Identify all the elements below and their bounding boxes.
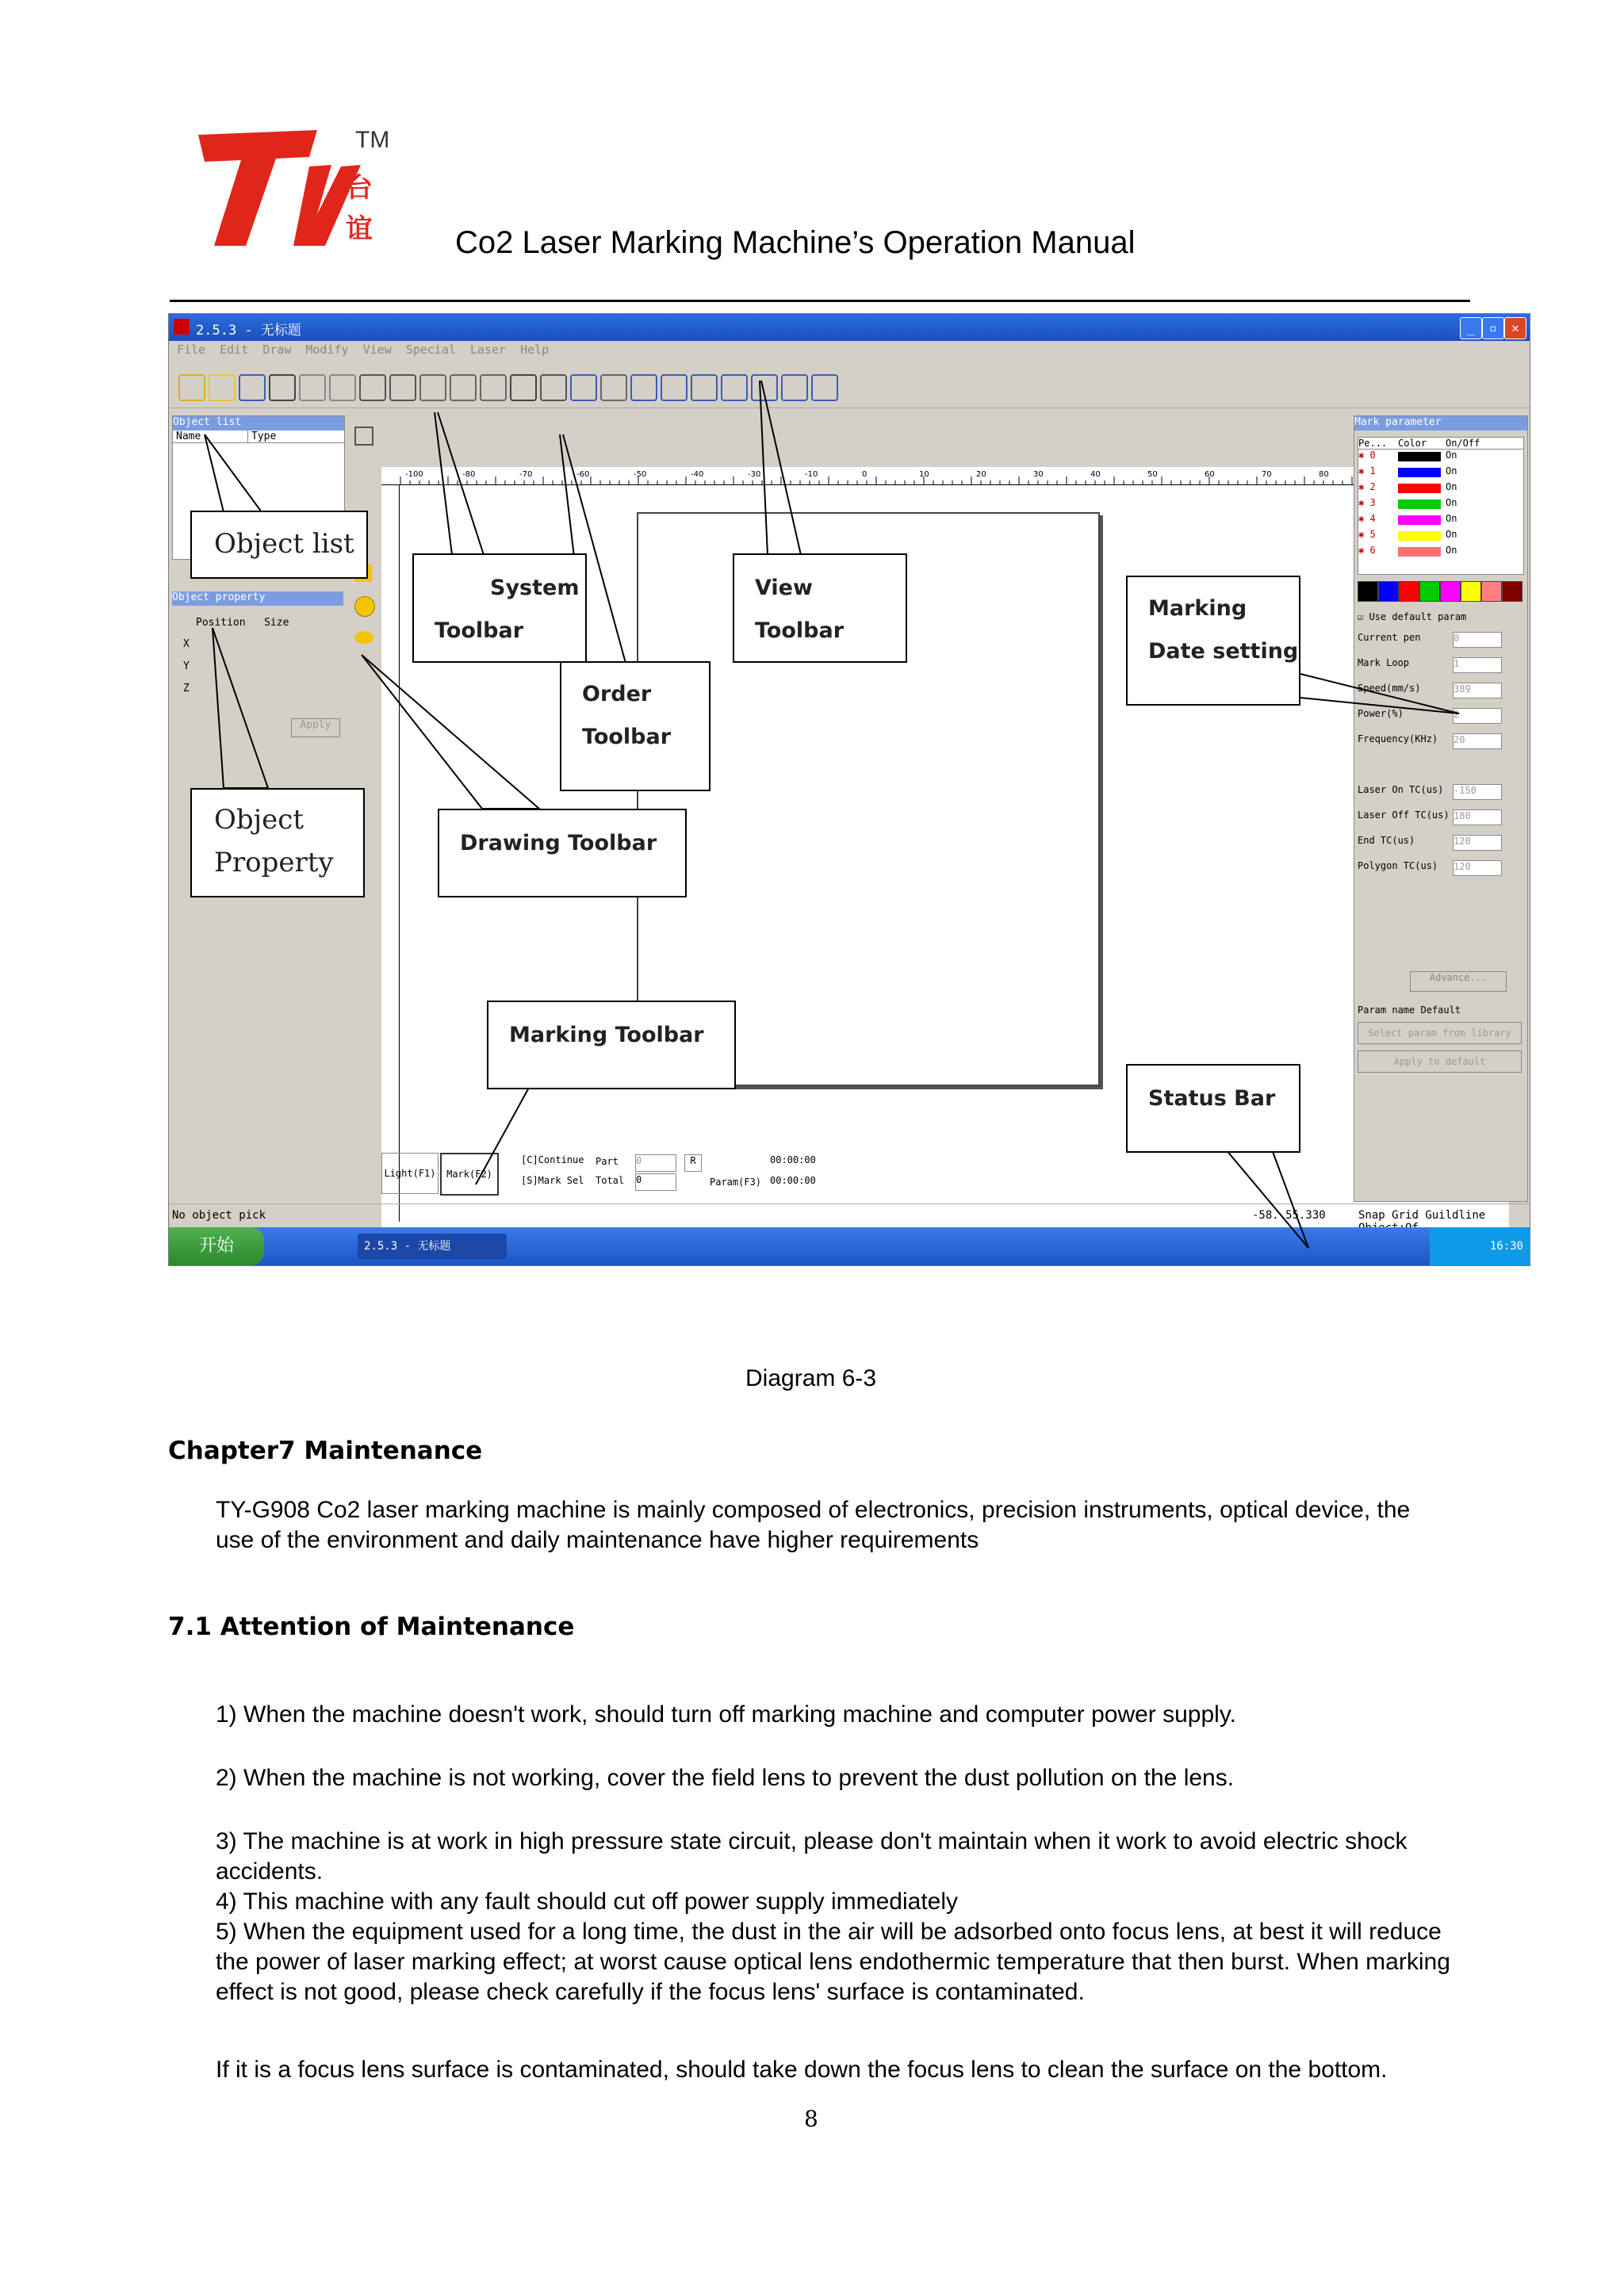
callout-marking-date: Marking Date setting	[1126, 576, 1300, 706]
part-field[interactable]: 0	[635, 1154, 676, 1172]
taskbar-app[interactable]: 2.5.3 - 无标题	[358, 1234, 507, 1259]
ruler-tick-label: -10	[805, 470, 818, 479]
status-coords: -58. 55.330	[1252, 1209, 1326, 1222]
param-label: Laser On TC(us)	[1358, 784, 1444, 795]
pen-state: On	[1446, 481, 1457, 492]
ruler-tick-label: -70	[519, 470, 533, 479]
menu-view[interactable]: View	[362, 342, 392, 357]
object-property-header: Object property	[172, 591, 343, 606]
item-4: 4) This machine with any fault should cut off power supply immediately	[216, 1888, 959, 1915]
menu-file[interactable]: File	[177, 342, 206, 357]
status-text: No object pick	[172, 1209, 266, 1222]
status-item[interactable]: Grid	[1392, 1209, 1426, 1222]
param-field[interactable]: 389	[1453, 683, 1502, 698]
param-label: Speed(mm/s)	[1358, 683, 1421, 694]
param-label: Frequency(KHz)	[1358, 733, 1438, 744]
time-elapsed: 00:00:00	[770, 1154, 816, 1165]
pen-state: On	[1446, 513, 1457, 524]
param-field[interactable]: 120	[1453, 860, 1502, 876]
start-button[interactable]: 开始	[169, 1227, 264, 1265]
menu-draw[interactable]: Draw	[262, 342, 292, 357]
apply-button[interactable]: Apply	[291, 718, 340, 737]
axis-x: X	[183, 638, 190, 650]
pen-id: ✱ 5	[1358, 529, 1376, 540]
mark-parameter-header: Mark parameter	[1354, 416, 1527, 430]
manual-title: Co2 Laser Marking Machine’s Operation Manual	[455, 225, 1136, 260]
total-label: Total	[596, 1175, 625, 1186]
param-label: Mark Loop	[1358, 657, 1410, 668]
param-label: Power(%)	[1358, 708, 1404, 719]
menu-special[interactable]: Special	[405, 342, 456, 357]
param-name: Param name Default	[1358, 1004, 1461, 1016]
ruler-tick-label: 40	[1090, 470, 1101, 479]
pen-state: On	[1446, 545, 1457, 556]
select-param-button[interactable]: Select param from library	[1358, 1022, 1522, 1044]
ruler-tick-label: 70	[1262, 470, 1272, 479]
ruler-tick-label: -40	[691, 470, 704, 479]
maximize-button[interactable]: ▫	[1482, 317, 1504, 339]
property-cols: Position Size	[196, 617, 289, 629]
pen-id: ✱ 1	[1358, 465, 1376, 476]
logo-char-2: 谊	[346, 213, 373, 245]
apply-default-button[interactable]: Apply to default	[1358, 1050, 1522, 1073]
pen-id: ✱ 6	[1358, 545, 1376, 556]
axis-y: Y	[183, 660, 190, 672]
callout-object-property: Object Property	[190, 788, 365, 897]
page-number: 8	[804, 2106, 818, 2132]
param-field[interactable]: 2	[1453, 708, 1502, 724]
intro-paragraph: TY-G908 Co2 laser marking machine is mainly composed of electronics, precision instruments, optical device, the use of the environment and daily maintenance have higher requirements	[216, 1497, 1411, 1553]
ruler-tick-label: 20	[976, 470, 986, 479]
object-list-header: Object list	[173, 416, 344, 430]
section-heading: 7.1 Attention of Maintenance	[168, 1613, 575, 1641]
light-button[interactable]: Light(F1)	[381, 1153, 439, 1194]
ruler-tick-label: 80	[1319, 470, 1329, 479]
ruler-tick-label: 50	[1147, 470, 1158, 479]
status-item[interactable]: Snap	[1358, 1209, 1392, 1222]
pen-col-header: Pe...	[1358, 438, 1388, 449]
part-label: Part	[596, 1156, 619, 1167]
ruler-tick-label: -100	[405, 470, 423, 479]
col-type: Type	[251, 430, 277, 442]
chapter-heading: Chapter7 Maintenance	[168, 1437, 483, 1465]
menu-modify[interactable]: Modify	[305, 342, 349, 357]
status-item[interactable]: Guildline	[1425, 1209, 1486, 1222]
param-label: End TC(us)	[1358, 835, 1415, 846]
mark-sel-option[interactable]: [S]Mark Sel	[521, 1175, 584, 1186]
diagram-caption: Diagram 6-3	[745, 1365, 877, 1391]
param-button[interactable]: Param(F3)	[710, 1177, 762, 1188]
item-5: 5) When the equipment used for a long time, the dust in the air will be adsorbed onto focus lens, at best it will reduce the power of laser marking effect; at worst cause optical lens endothermic temperature that then burst. When marking effect is not good, please check carefully if the focus lens' surface is contaminated.	[216, 1919, 1450, 2005]
pen-state: On	[1446, 497, 1457, 508]
pen-id: ✱ 0	[1358, 450, 1376, 461]
advance-button[interactable]: Advance...	[1410, 971, 1507, 992]
pen-state: On	[1446, 529, 1457, 540]
col-name: Name	[173, 430, 248, 442]
continue-option[interactable]: [C]Continue	[521, 1154, 584, 1165]
ruler-tick-label: 60	[1205, 470, 1215, 479]
callout-marking-toolbar: Marking Toolbar	[487, 1001, 736, 1089]
ruler-tick-label: 0	[862, 470, 868, 479]
time-total: 00:00:00	[770, 1175, 816, 1186]
param-label: Laser Off TC(us)	[1358, 809, 1450, 821]
taskbar-clock: 16:30	[1430, 1227, 1530, 1265]
pen-col-header: On/Off	[1446, 438, 1480, 449]
ruler-tick-label: -30	[748, 470, 761, 479]
callout-drawing-toolbar: Drawing Toolbar	[438, 809, 687, 897]
minimize-button[interactable]: _	[1460, 317, 1482, 339]
param-field[interactable]: 20	[1453, 733, 1502, 749]
item-3: 3) The machine is at work in high pressure state circuit, please don't maintain when it work to avoid electric shock accidents.	[216, 1828, 1408, 1885]
logo-tm: TM	[355, 127, 390, 153]
ruler-tick-label: -60	[576, 470, 590, 479]
ruler-tick-label: 10	[919, 470, 929, 479]
window-title: 2.5.3 - 无标题	[196, 323, 301, 339]
callout-order-toolbar: Order Toolbar	[560, 661, 710, 791]
param-field[interactable]: 1	[1453, 657, 1502, 673]
menu-laser[interactable]: Laser	[469, 342, 507, 357]
param-field[interactable]: 0	[1453, 632, 1502, 648]
item-1: 1) When the machine doesn't work, should turn off marking machine and computer power supply.	[216, 1701, 1236, 1728]
param-field[interactable]: -150	[1453, 784, 1502, 800]
total-field[interactable]: 0	[635, 1173, 676, 1191]
menu-help[interactable]: Help	[520, 342, 550, 357]
use-default-param[interactable]: ☑ Use default param	[1358, 611, 1467, 622]
param-field[interactable]: 180	[1453, 809, 1502, 825]
ruler-tick-label: 30	[1033, 470, 1044, 479]
pen-id: ✱ 2	[1358, 481, 1376, 492]
mark-button[interactable]: Mark(F2)	[440, 1153, 499, 1196]
param-label: Polygon TC(us)	[1358, 860, 1438, 871]
pen-col-header: Color	[1398, 438, 1427, 449]
callout-object-list: Object list	[190, 511, 368, 579]
last-paragraph: If it is a focus lens surface is contaminated, should take down the focus lens to clean the surface on the bottom.	[216, 2057, 1388, 2083]
pen-id: ✱ 4	[1358, 513, 1376, 524]
callout-status-bar: Status Bar	[1126, 1064, 1300, 1153]
param-label: Current pen	[1358, 632, 1421, 643]
param-field[interactable]: 120	[1453, 835, 1502, 851]
pen-id: ✱ 3	[1358, 497, 1376, 508]
logo-char-1: 台	[346, 172, 373, 204]
ruler-tick-label: -80	[462, 470, 476, 479]
axis-z: Z	[183, 683, 190, 695]
pen-state: On	[1446, 465, 1457, 476]
callout-system-toolbar: System Toolbar	[412, 553, 587, 663]
pen-state: On	[1446, 450, 1457, 461]
close-button[interactable]: ✕	[1504, 317, 1526, 339]
ruler-tick-label: -50	[634, 470, 647, 479]
callout-view-toolbar: View Toolbar	[733, 553, 907, 663]
item-2: 2) When the machine is not working, cover the field lens to prevent the dust pollution on the lens.	[216, 1765, 1235, 1791]
reset-button[interactable]: R	[684, 1154, 702, 1172]
menu-edit[interactable]: Edit	[220, 342, 249, 357]
